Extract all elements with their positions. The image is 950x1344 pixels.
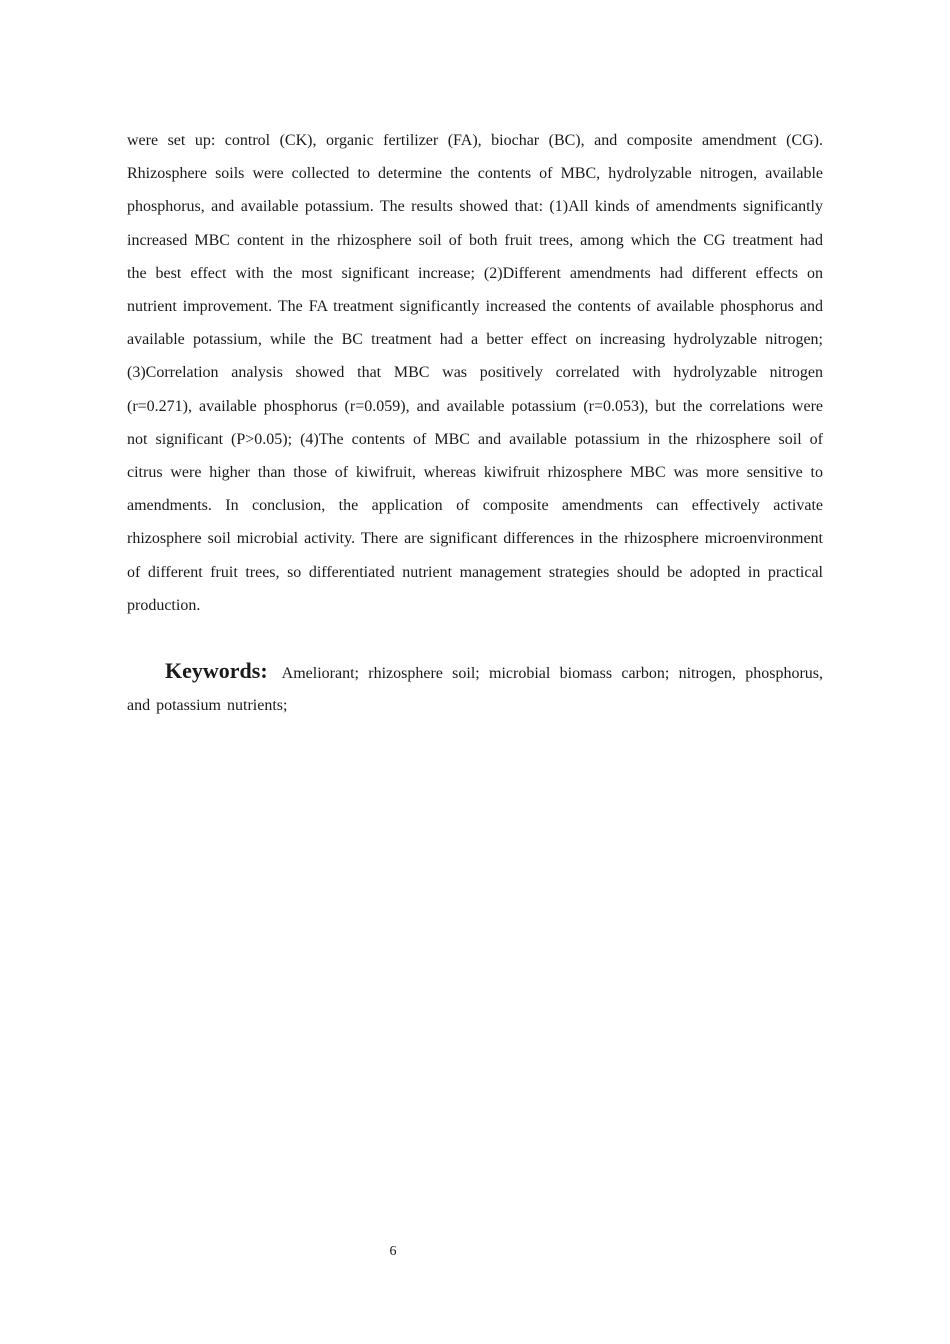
keywords-paragraph [127,655,823,722]
keywords-label: Keywords: [165,658,268,683]
keywords-list: Ameliorant; rhizosphere soil; microbial biomass carbon; nitrogen, phosphorus, and potassium nutrients; [127,665,823,714]
page-number: 6 [389,1244,397,1259]
abstract-body-text: were set up: control (CK), organic fertilizer (FA), biochar (BC), and composite amendment (CG). Rhizosphere soils were collected to determine the contents of MBC, hydrolyzable nitrogen, available phosphorus, and available potassium. The results showed that: (1)All kinds of amendments significantly increased MBC content in the rhizosphere soil of both fruit trees, among which the CG treatment had the best effect with the most significant increase; (2)Different amendments had different effects on nutrient improvement. The FA treatment significantly increased the contents of available phosphorus and available potassium, while the BC treatment had a better effect on increasing hydrolyzable nitrogen; (3)Correlation analysis showed that MBC was positively correlated with hydrolyzable nitrogen (r=0.271), available phosphorus (r=0.059), and available potassium (r=0.053), but the correlations were not significant (P>0.05); (4)The contents of MBC and available potassium in the rhizosphere soil of citrus were higher than those of kiwifruit, whereas kiwifruit rhizosphere MBC was more sensitive to amendments. In conclusion, the application of composite amendments can effectively activate rhizosphere soil microbial activity. There are significant differences in the rhizosphere microenvironment of different fruit trees, so differentiated nutrient management strategies should be adopted in practical production. [127,132,823,614]
